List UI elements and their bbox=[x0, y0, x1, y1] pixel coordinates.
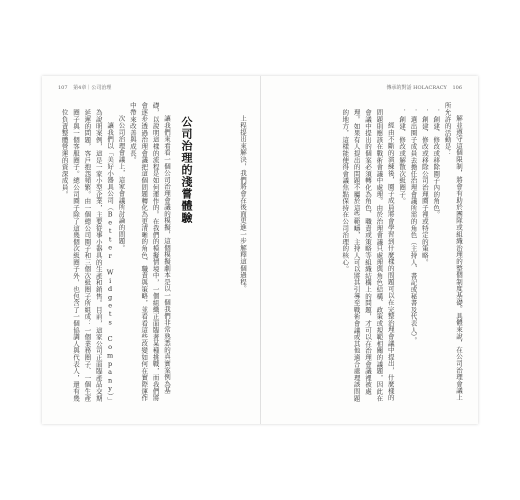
left-closing-text bbox=[218, 102, 248, 406]
left-page-number: 107 bbox=[58, 85, 68, 91]
left-paragraph-1: 讓我們來看看一個公司治理會議的模擬，這個模擬劇本是以一個我們非常熟悉的真實案例為基礎，以說明這樣的流程是如何運作的。在我們的模擬情境中，一個組織正面臨著某種挑戰，而我們將會逐步透過治理會議把這個問題轉化為更清晰的角色、職責與策略，並看看這些改變如何在實際運作中帶來改善與成長。 bbox=[128, 102, 171, 402]
bullet-item: ．創建、修改或解散次級圈子。 bbox=[398, 108, 407, 204]
left-chapter-title: 第4章｜公司治理 bbox=[73, 85, 112, 91]
right-page-number: 106 bbox=[452, 85, 462, 91]
section-heading: 公司治理的淺嘗體驗 bbox=[180, 116, 193, 224]
right-page-header bbox=[387, 84, 466, 91]
bullet-item: ．創建、修改或移除圈子內的角色。 bbox=[432, 108, 441, 218]
right-running-title: 傳承的對話 bbox=[386, 85, 412, 91]
left-paragraph-2: 次公司治理會議上，這家會議所討論的問題。 bbox=[117, 115, 126, 251]
closing-paragraph: 上程提出來解決，我們將會在後面更進一步解釋這個過程。 bbox=[239, 115, 247, 292]
left-paragraph-3: 讓我們以「美好小器具公司（Better Widgets Company）」為說明案例，這是一家小型企業，主要從事小器具的生產和銷售。目前，這家公司正面臨產品交期延遲的問題，客戶抱怨頻繁。由一個總公司圈子和三個次級圈子所組成：一個業務圈子、一個生產圈子與一個客服圈子。總公司圈子除了這幾個次級圈子外，也包含了一個協調人與代表人，還有幾位負責整體營運的資深成員。 bbox=[60, 108, 115, 403]
right-running-subtitle: HOLACRACY bbox=[413, 85, 447, 91]
bullet-item: ．創建、修改或移除公司治理圈子裡或特定的策略。 bbox=[420, 108, 429, 265]
right-page-text bbox=[274, 102, 464, 406]
left-page-text bbox=[56, 102, 172, 406]
right-body-paragraph: 經由不斷的演練後，圈子成員將會學習到什麼樣的問題可以在完整治理會議中提出，什麼樣的問題則應該在戰術會議中處理。由於治理會議只處理與角色結構、政策或規範相關的議題，因此在會議中提出的個案必須轉化為角色、職責或策略等組織結構上的問題，才可以在治理會議裡被處理。如果有人提出的問題不屬於這些範疇，主持人可以將其引導至戰術會議或其他適合處理該問題的地方，這樣能使得會議焦點保持在公司治理的核心。 bbox=[341, 108, 395, 401]
left-page-header bbox=[54, 84, 111, 91]
book-spread bbox=[42, 76, 478, 424]
book-spine bbox=[260, 76, 261, 424]
bullet-item: ．選出圈子成員去擔任治理會議所需的角色（主持人、書記或秘書及代表人）。 bbox=[409, 108, 418, 344]
right-intro-paragraph: 解並遵守這個限制，將會有助於團隊或組織治理的整個制度基礎。具體來說，在公司治理會議上所允許的活動是： bbox=[443, 102, 463, 401]
